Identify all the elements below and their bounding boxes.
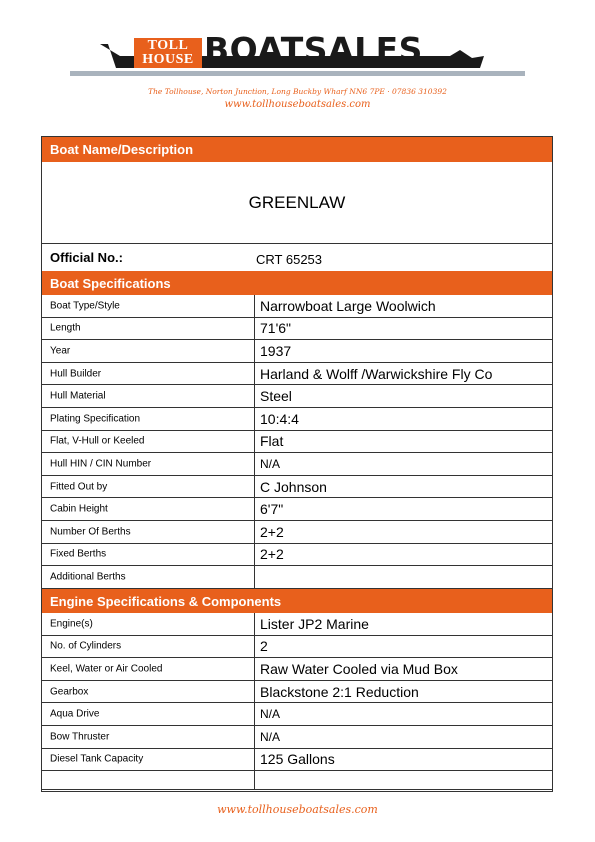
table-row <box>42 340 552 363</box>
row-label: Cabin Height <box>50 503 108 515</box>
row-label: Boat Type/Style <box>50 300 120 312</box>
table-row <box>42 521 552 544</box>
row-label: No. of Cylinders <box>50 640 122 652</box>
table-row <box>42 566 552 589</box>
column-divider <box>254 726 255 749</box>
table-row <box>42 544 552 567</box>
column-divider <box>254 318 255 341</box>
official-number-value: CRT 65253 <box>256 252 323 267</box>
column-divider <box>254 681 255 704</box>
row-value: 6'7" <box>260 501 284 518</box>
column-divider <box>254 453 255 476</box>
column-divider <box>254 658 255 681</box>
table-row <box>42 408 552 431</box>
logo-boatsales-text: BOATSALES <box>204 30 423 69</box>
logo-house-text: HOUSE <box>142 52 194 67</box>
table-row <box>42 703 552 726</box>
row-value: 2+2 <box>260 523 284 540</box>
row-value: 1937 <box>260 342 292 359</box>
page-header <box>0 0 595 120</box>
table-row <box>42 613 552 636</box>
column-divider <box>254 408 255 431</box>
section-header-boat-specs: Boat Specifications <box>42 271 552 295</box>
row-value: 2+2 <box>260 546 284 563</box>
table-row <box>42 295 552 318</box>
row-label: Fixed Berths <box>50 548 107 560</box>
column-divider <box>254 544 255 567</box>
row-label: Hull Builder <box>50 368 102 380</box>
column-divider <box>254 363 255 386</box>
row-label: Diesel Tank Capacity <box>50 753 144 765</box>
row-label: Number Of Berths <box>50 526 131 538</box>
row-value: Narrowboat Large Woolwich <box>260 297 436 314</box>
row-value: N/A <box>260 729 281 744</box>
column-divider <box>254 613 255 636</box>
row-value: Lister JP2 Marine <box>260 615 369 632</box>
table-row <box>42 681 552 704</box>
company-address: The Tollhouse, Norton Junction, Long Buckby Wharf NN6 7PE · 07836 310392 <box>148 87 447 96</box>
table-row <box>42 318 552 341</box>
row-value: Steel <box>260 388 292 405</box>
logo-toll-text: TOLL <box>147 38 189 53</box>
official-number-label: Official No.: <box>50 250 123 265</box>
table-row <box>42 658 552 681</box>
table-row <box>42 636 552 659</box>
row-label: Length <box>50 322 81 334</box>
logo-toll-house <box>134 38 202 67</box>
table-row <box>42 771 552 790</box>
column-divider <box>254 431 255 454</box>
section-header-boat-name: Boat Name/Description <box>42 137 552 162</box>
row-label: Bow Thruster <box>50 731 110 743</box>
column-divider <box>254 295 255 318</box>
row-label: Additional Berths <box>50 571 126 583</box>
row-label: Hull HIN / CIN Number <box>50 458 152 470</box>
row-label: Fitted Out by <box>50 481 108 493</box>
table-row <box>42 385 552 408</box>
column-divider <box>254 476 255 499</box>
row-value: N/A <box>260 707 281 722</box>
column-divider <box>254 749 255 772</box>
row-value: 125 Gallons <box>260 751 335 768</box>
column-divider <box>254 385 255 408</box>
section-header-engine-specs: Engine Specifications & Components <box>42 589 552 613</box>
table-row <box>42 749 552 772</box>
row-label: Engine(s) <box>50 618 93 630</box>
row-value: Flat <box>260 433 284 450</box>
row-value: 10:4:4 <box>260 410 299 427</box>
row-value: Blackstone 2:1 Reduction <box>260 683 419 700</box>
row-label: Keel, Water or Air Cooled <box>50 663 163 675</box>
column-divider <box>254 566 255 589</box>
column-divider <box>254 498 255 521</box>
row-label: Aqua Drive <box>50 708 100 720</box>
footer-website-link[interactable]: www.tollhouseboatsales.com <box>217 803 378 816</box>
row-value: Raw Water Cooled via Mud Box <box>260 660 458 677</box>
header-website-link[interactable]: www.tollhouseboatsales.com <box>224 99 371 110</box>
column-divider <box>254 340 255 363</box>
official-number-row <box>42 244 552 271</box>
row-label: Plating Specification <box>50 413 141 425</box>
row-label: Year <box>50 345 71 357</box>
row-value: N/A <box>260 456 281 471</box>
row-label: Hull Material <box>50 390 106 402</box>
table-row <box>42 726 552 749</box>
column-divider <box>254 521 255 544</box>
row-value: 2 <box>260 638 268 655</box>
spec-sheet <box>41 136 553 792</box>
table-row <box>42 431 552 454</box>
boat-name: GREENLAW <box>42 162 552 244</box>
column-divider <box>254 703 255 726</box>
table-row <box>42 476 552 499</box>
table-row <box>42 453 552 476</box>
row-value: Harland & Wolff /Warwickshire Fly Co <box>260 365 493 382</box>
row-value: C Johnson <box>260 478 327 495</box>
row-value: 71'6" <box>260 320 292 337</box>
table-row <box>42 363 552 386</box>
column-divider <box>254 771 255 790</box>
row-label: Gearbox <box>50 686 89 698</box>
table-row <box>42 498 552 521</box>
logo-underline <box>70 71 525 76</box>
row-label: Flat, V-Hull or Keeled <box>50 435 145 447</box>
column-divider <box>254 636 255 659</box>
